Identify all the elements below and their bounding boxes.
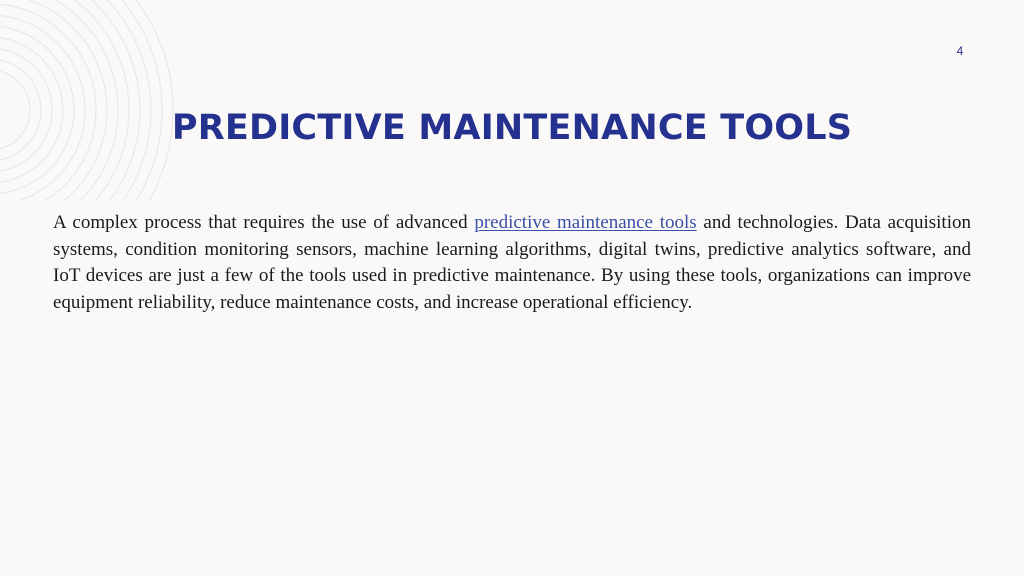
- paragraph-text-start: A complex process that requires the use of advanced: [53, 212, 475, 233]
- predictive-maintenance-tools-link[interactable]: predictive maintenance tools: [474, 212, 697, 233]
- decorative-arcs-icon: [0, 0, 230, 200]
- slide-title: PREDICTIVE MAINTENANCE TOOLS: [171, 108, 853, 148]
- paragraph-text-end: and technologies. Data acquisition systems, condition monitoring sensors, machine learning algorithms, digital twins, predictive analytics software, and IoT devices are just a few of the tools used in predictive maintenance. By using these tools, organizations can improve equipment reliability, reduce maintenance costs, and increase operational efficiency.: [53, 212, 971, 313]
- decorative-arc: [0, 0, 162, 200]
- decorative-arc: [0, 0, 173, 200]
- page-number: 4: [956, 44, 964, 58]
- decorative-arc: [0, 0, 129, 200]
- body-paragraph: [53, 210, 971, 316]
- decorative-arc: [0, 0, 140, 200]
